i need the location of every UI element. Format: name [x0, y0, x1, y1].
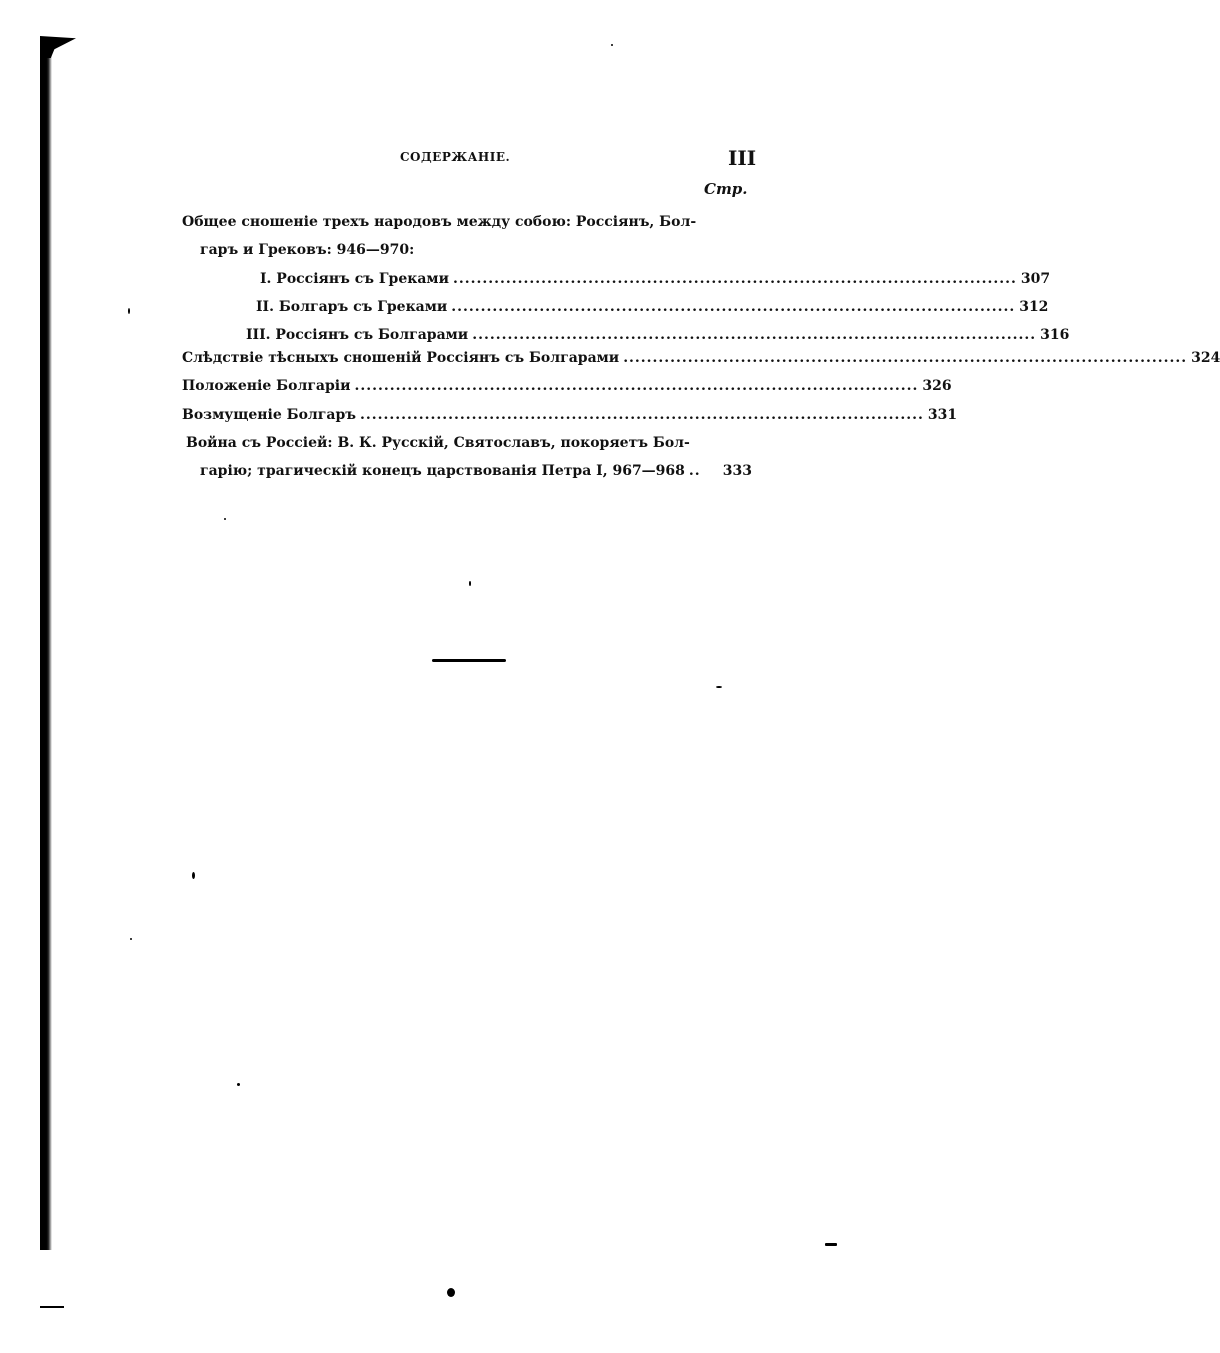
bottom-margin-rule — [40, 1306, 64, 1308]
leader-dots: ................................................................................................ — [472, 327, 1037, 343]
paper-speck — [611, 44, 613, 46]
toc-entry-page: 326 — [922, 378, 952, 394]
book-spine-edge — [40, 38, 52, 1250]
paper-speck — [192, 872, 195, 879]
toc-entry — [200, 461, 752, 481]
paper-speck — [128, 308, 130, 314]
paper-speck — [224, 518, 226, 520]
toc-entry — [256, 297, 1049, 317]
toc-entry-page: 312 — [1019, 299, 1049, 315]
toc-entry — [246, 325, 1070, 345]
running-head: СОДЕРЖАНІЕ. — [400, 150, 511, 164]
toc-entry — [182, 348, 1220, 368]
toc-entry-page: 316 — [1040, 327, 1070, 343]
toc-entry-page: 307 — [1020, 271, 1051, 287]
spine-top-mark — [40, 36, 76, 58]
leader-dots: ................................................................................................ — [451, 299, 1016, 315]
toc-last-entry-line-1: Война съ Россіей: В. К. Русскій, Святославъ, покоряетъ Бол- — [186, 435, 690, 451]
toc-entry-title: I. Россіянъ съ Греками — [260, 271, 449, 287]
leader-dots: .. — [688, 463, 701, 479]
toc-entry-page: 324 — [1191, 350, 1220, 366]
paper-speck — [130, 938, 132, 940]
toc-entry-title: Положеніе Болгаріи — [182, 378, 351, 394]
leader-dots: ................................................................................................ — [359, 407, 924, 423]
toc-entry — [182, 405, 958, 425]
leader-dots: ................................................................................................ — [354, 378, 919, 394]
toc-entry-title: III. Россіянъ съ Болгарами — [246, 327, 469, 343]
paper-speck — [447, 1288, 455, 1297]
paper-speck — [237, 1083, 240, 1086]
toc-entry-title: II. Болгаръ съ Греками — [256, 299, 448, 315]
toc-entry-title: Слѣдствіе тѣсныхъ сношеній Россіянъ съ Болгарами — [182, 350, 620, 366]
page-column-label: Стр. — [704, 180, 748, 198]
toc-heading-line-1: Общее сношеніе трехъ народовъ между собою: Россіянъ, Бол- — [182, 214, 697, 230]
toc-entry-page: 333 — [722, 463, 752, 479]
toc-last-entry-line-2: гарію; трагическій конецъ царствованія Петра I, 967—968 — [200, 463, 685, 479]
leader-dots: ................................................................................................ — [623, 350, 1188, 366]
leader-dots: ................................................................................................ — [452, 271, 1017, 287]
toc-entry-page: 331 — [927, 407, 958, 423]
paper-speck — [716, 686, 722, 688]
paper-speck — [469, 581, 471, 586]
toc-entry — [260, 269, 1051, 289]
section-end-ornament — [432, 659, 506, 662]
toc-heading-line-2: гаръ и Грековъ: 946—970: — [200, 242, 415, 258]
paper-speck — [825, 1243, 837, 1246]
toc-entry-title: Возмущеніе Болгаръ — [182, 407, 356, 423]
toc-entry — [182, 376, 952, 396]
page-number: III — [728, 146, 757, 170]
